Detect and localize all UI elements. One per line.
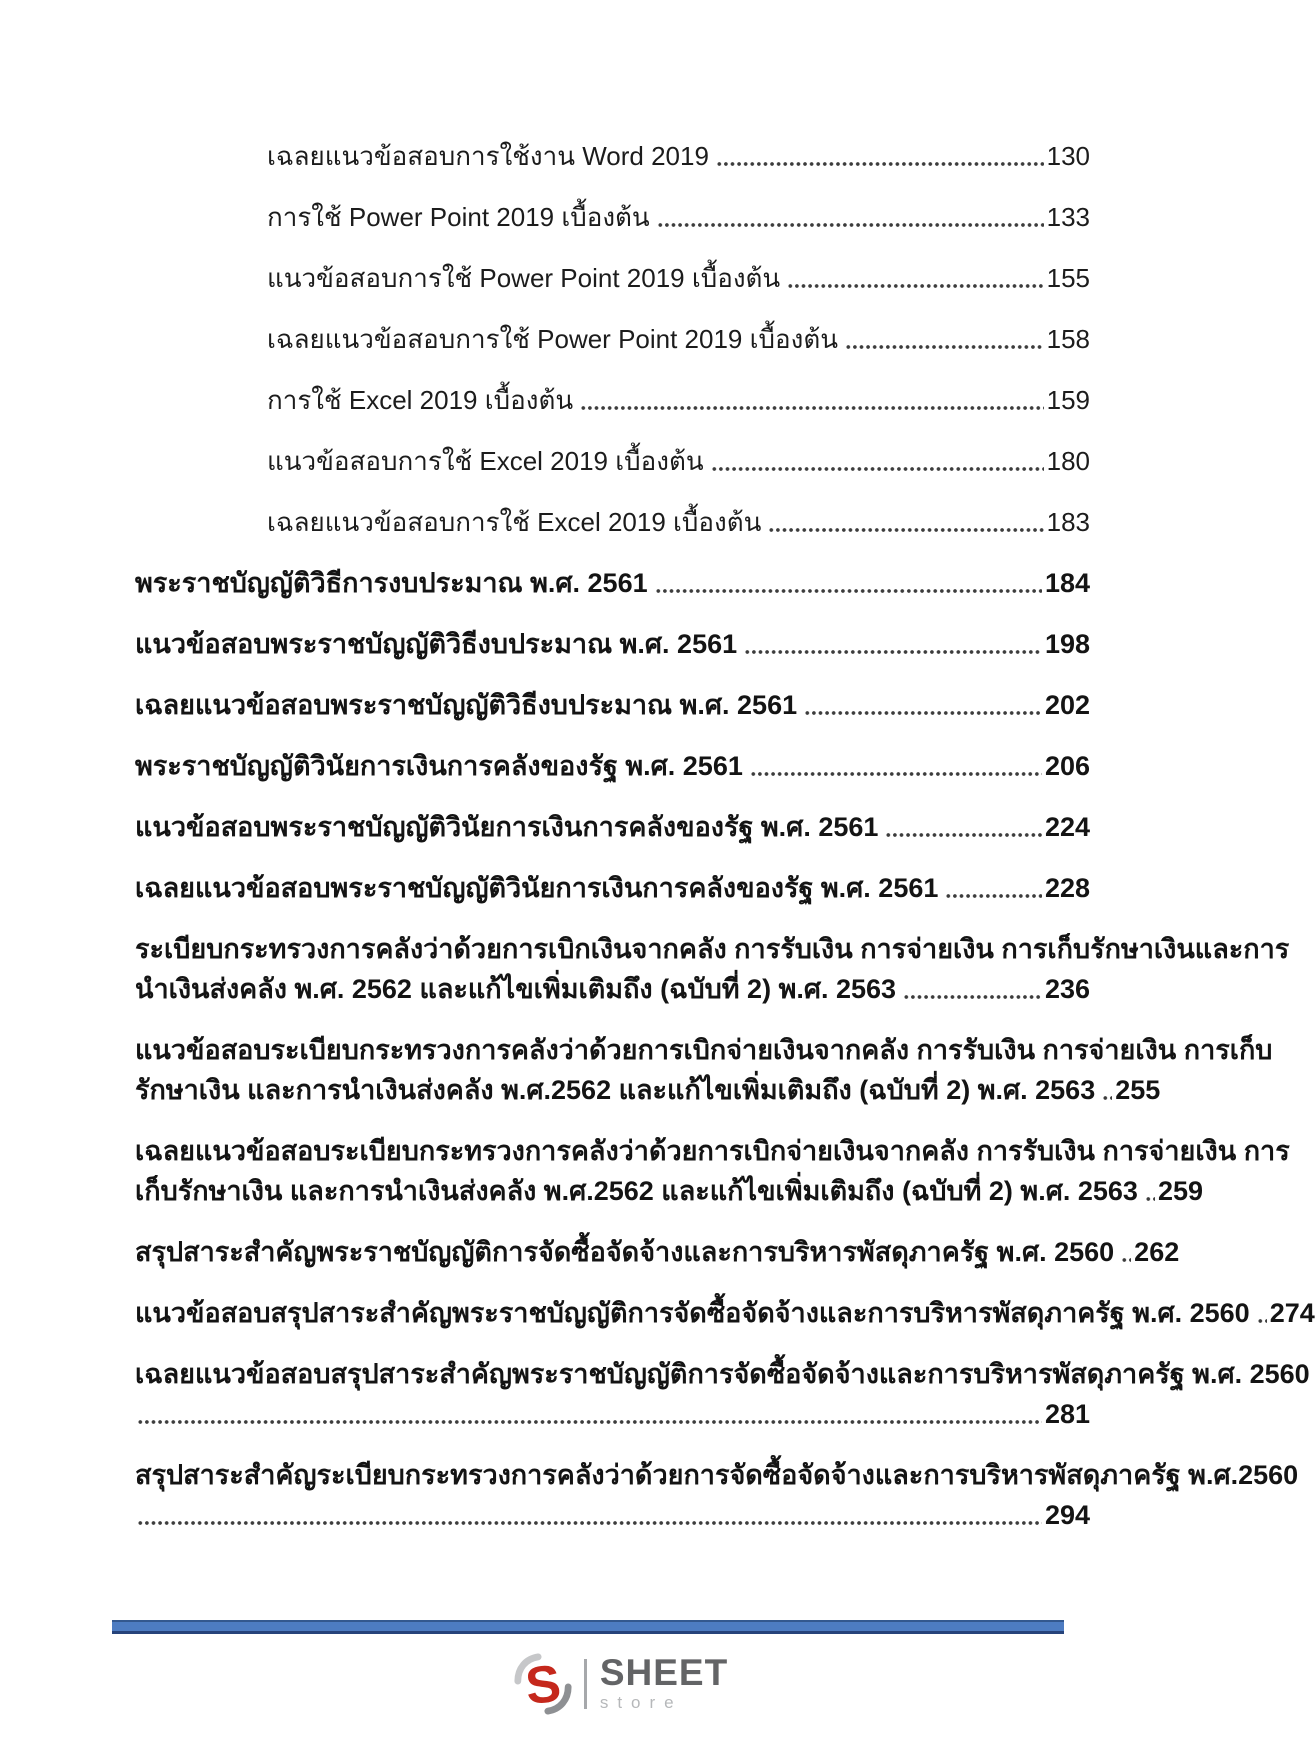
toc-page-number: 130: [1046, 141, 1090, 171]
toc-page-number: 294: [1044, 1500, 1090, 1530]
toc-entry-line: [135, 1293, 1315, 1333]
toc-page-number: 158: [1046, 324, 1090, 354]
toc-entry: [135, 441, 1090, 481]
dot-leader: [711, 464, 1044, 472]
toc-entry-title: เฉลยแนวข้อสอบพระราชบัญญัติวิธีงบประมาณ พ.ศ. 2561: [135, 690, 798, 720]
toc-page-number: 183: [1046, 507, 1090, 537]
toc-entry: [135, 258, 1090, 298]
toc-entry-line: [135, 563, 1090, 603]
dot-leader: [744, 647, 1042, 655]
toc-entry-title: ระเบียบกระทรวงการคลังว่าด้วยการเบิกเงินจากคลัง การรับเงิน การจ่ายเงิน การเก็บรักษาเงินและการ: [135, 934, 1290, 964]
toc-entry-line: [135, 1070, 1161, 1110]
toc-page-number: 236: [1044, 974, 1090, 1004]
toc-page-number: 180: [1046, 446, 1090, 476]
toc-entry-line: [135, 1171, 1203, 1211]
dot-leader: [885, 830, 1042, 838]
toc-page-number: 202: [1044, 690, 1090, 720]
toc-entry: [135, 502, 1090, 542]
toc-entry-line: [267, 502, 1090, 542]
toc-page-number: 155: [1046, 263, 1090, 293]
toc-entry-line: [267, 258, 1090, 298]
toc-entry: [135, 1354, 1310, 1434]
dot-leader: [750, 769, 1042, 777]
dot-leader: [655, 586, 1042, 594]
toc-page-number: 184: [1044, 568, 1090, 598]
toc-page-number: 133: [1046, 202, 1090, 232]
toc-page-number: 198: [1044, 629, 1090, 659]
dot-leader: [1102, 1093, 1112, 1101]
toc-entry: [135, 563, 1090, 603]
toc-entry: [135, 319, 1090, 359]
toc-entry-line: [267, 319, 1090, 359]
logo-subtitle: store: [599, 1693, 683, 1712]
toc-entry-title: พระราชบัญญัติวิธีการงบประมาณ พ.ศ. 2561: [135, 568, 648, 598]
toc-entry: [135, 1293, 1315, 1333]
toc-page-number: 262: [1134, 1237, 1180, 1267]
toc-entry: [135, 624, 1090, 664]
toc-page-number: 224: [1044, 812, 1090, 842]
toc-entry-line: [135, 868, 1090, 908]
toc-entry-line: [135, 1131, 1290, 1171]
toc-entry-title: สรุปสาระสำคัญระเบียบกระทรวงการคลังว่าด้วยการจัดซื้อจัดจ้างและการบริหารพัสดุภาครัฐ พ.ศ.2560: [135, 1460, 1299, 1490]
toc-entry: [135, 1131, 1290, 1211]
toc-entry-title: แนวข้อสอบระเบียบกระทรวงการคลังว่าด้วยการเบิกจ่ายเงินจากคลัง การรับเงิน การจ่ายเงิน การเก็บ: [135, 1035, 1273, 1065]
toc-entry-title: รักษาเงิน และการนำเงินส่งคลัง พ.ศ.2562 และแก้ไขเพิ่มเติมถึง (ฉบับที่ 2) พ.ศ. 2563: [135, 1075, 1096, 1105]
logo-mark-letter: S: [522, 1654, 564, 1717]
toc-entry: [135, 197, 1090, 237]
toc-entry: [135, 380, 1090, 420]
toc-entry-line: [135, 807, 1090, 847]
logo-wordmark: [599, 1652, 729, 1713]
toc-entry: [135, 807, 1090, 847]
toc-page-number: 255: [1115, 1075, 1161, 1105]
toc-entry-line: [267, 441, 1090, 481]
dot-leader: [845, 342, 1044, 350]
logo-title: SHEET: [599, 1652, 729, 1693]
toc-entry-line: [135, 624, 1090, 664]
dot-leader: [768, 525, 1043, 533]
toc-entry-title: การใช้ Excel 2019 เบื้องต้น: [267, 385, 574, 415]
dot-leader: [1257, 1316, 1267, 1324]
toc-page-number: 159: [1046, 385, 1090, 415]
toc-entry-line: [135, 1232, 1180, 1272]
toc-entry-title: แนวข้อสอบพระราชบัญญัติวิธีงบประมาณ พ.ศ. 2561: [135, 629, 738, 659]
dot-leader: [1145, 1194, 1155, 1202]
toc-entry-title: เฉลยแนวข้อสอบระเบียบกระทรวงการคลังว่าด้วยการเบิกจ่ายเงินจากคลัง การรับเงิน การจ่ายเงิน การ: [135, 1136, 1290, 1166]
toc-entry-title: เฉลยแนวข้อสอบพระราชบัญญัติวินัยการเงินการคลังของรัฐ พ.ศ. 2561: [135, 873, 939, 903]
toc-entry-title: เฉลยแนวข้อสอบสรุปสาระสำคัญพระราชบัญญัติการจัดซื้อจัดจ้างและการบริหารพัสดุภาครัฐ พ.ศ. 2560: [135, 1359, 1310, 1389]
dot-leader: [945, 891, 1042, 899]
toc-entry: [135, 929, 1290, 1009]
toc-entry-line: [267, 197, 1090, 237]
toc-entry-title: แนวข้อสอบพระราชบัญญัติวินัยการเงินการคลังของรัฐ พ.ศ. 2561: [135, 812, 879, 842]
toc-entry-title: เฉลยแนวข้อสอบการใช้งาน Word 2019: [267, 141, 709, 171]
toc-entry-title: แนวข้อสอบสรุปสาระสำคัญพระราชบัญญัติการจัดซื้อจัดจ้างและการบริหารพัสดุภาครัฐ พ.ศ. 2560: [135, 1298, 1250, 1328]
toc-entry-line: [135, 1394, 1090, 1434]
toc-entry-line: [135, 969, 1090, 1009]
toc-entry-line: [267, 136, 1090, 176]
toc-entry: [135, 685, 1090, 725]
dot-leader: [137, 1417, 1042, 1425]
dot-leader: [657, 220, 1044, 228]
dot-leader: [1121, 1255, 1131, 1263]
toc-page-number: 228: [1044, 873, 1090, 903]
dot-leader: [787, 281, 1043, 289]
dot-leader: [716, 159, 1044, 167]
toc-page-number: 259: [1157, 1176, 1203, 1206]
toc-entry: [135, 136, 1090, 176]
toc-entry-line: [135, 929, 1290, 969]
toc-entry-line: [135, 685, 1090, 725]
toc-entry-line: [135, 1455, 1299, 1495]
toc-entry-title: การใช้ Power Point 2019 เบื้องต้น: [267, 202, 650, 232]
toc-page-number: 274: [1269, 1298, 1315, 1328]
toc-entry: [135, 1455, 1299, 1535]
toc-entry-line: [135, 1495, 1090, 1535]
dot-leader: [580, 403, 1044, 411]
toc-entry-title: เก็บรักษาเงิน และการนำเงินส่งคลัง พ.ศ.2562 และแก้ไขเพิ่มเติมถึง (ฉบับที่ 2) พ.ศ. 2563: [135, 1176, 1138, 1206]
dot-leader: [804, 708, 1042, 716]
toc-page-number: 206: [1044, 751, 1090, 781]
toc-entry-title: เฉลยแนวข้อสอบการใช้ Power Point 2019 เบื้องต้น: [267, 324, 838, 354]
dot-leader: [903, 992, 1042, 1000]
toc-entry: [135, 746, 1090, 786]
toc-entry-title: พระราชบัญญัติวินัยการเงินการคลังของรัฐ พ.ศ. 2561: [135, 751, 743, 781]
toc-page-number: 281: [1044, 1399, 1090, 1429]
dot-leader: [137, 1518, 1042, 1526]
toc-entry-line: [135, 1354, 1310, 1394]
footer-divider-bar: [112, 1620, 1064, 1634]
logo-divider-line: [584, 1659, 587, 1709]
toc-entry-line: [135, 1030, 1273, 1070]
toc-entry-line: [135, 746, 1090, 786]
sheet-store-logo-icon: [512, 1653, 574, 1715]
toc-entry-title: เฉลยแนวข้อสอบการใช้ Excel 2019 เบื้องต้น: [267, 507, 762, 537]
toc-entry-line: [267, 380, 1090, 420]
toc-entry-title: สรุปสาระสำคัญพระราชบัญญัติการจัดซื้อจัดจ้างและการบริหารพัสดุภาครัฐ พ.ศ. 2560: [135, 1237, 1115, 1267]
toc-entry: [135, 868, 1090, 908]
table-of-contents: [135, 136, 1315, 1556]
toc-entry: [135, 1232, 1180, 1272]
toc-entry-title: แนวข้อสอบการใช้ Excel 2019 เบื้องต้น: [267, 446, 704, 476]
toc-entry-title: นำเงินส่งคลัง พ.ศ. 2562 และแก้ไขเพิ่มเติมถึง (ฉบับที่ 2) พ.ศ. 2563: [135, 974, 897, 1004]
sheet-store-logo: [0, 1653, 1240, 1715]
toc-entry-title: แนวข้อสอบการใช้ Power Point 2019 เบื้องต้น: [267, 263, 781, 293]
toc-entry: [135, 1030, 1273, 1110]
